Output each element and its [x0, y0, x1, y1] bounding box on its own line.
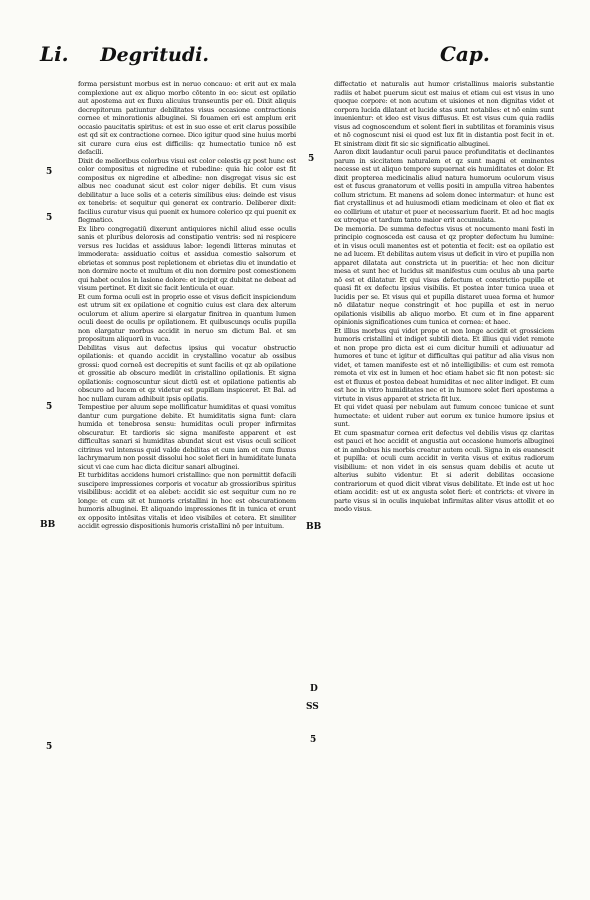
- left-text-column: [78, 80, 296, 531]
- paragraph: diffectatio et naturalis aut humor cristallinus maioris substantie radiis et habet puerum sicut est maius et etiam cui est visus in uno quoque corpore: et non acutum et uisiones et non dignitas videt et corpora lucida dilatant et lucide stas sunt notabiles: et nō enim sunt inuenientur: et ideo est visus diffusus. Et est visus cum quia radiis visus ad cognoscendum et solent fieri in subtilitas et foraminis visus et nō cognoscunt nisi ei quod est lux fit in distantia post fecit in et. Et sinistram dixit fit sic sic significatio albuginei.: [334, 80, 554, 148]
- margin-mark: D: [310, 684, 318, 694]
- paragraph: Debilitas visus aut defectus ipsius qui vocatur obstructio opilationis: et quando accidit in crystallino vocatur ab ossibus grossi: quod corneā est decrepitis et sunt facilis et qz ab opilatione et grossitie ab obscuro mediūt in cristallino opilationis. Et signa opilationis: cognoscuntur sicut dictū est et opilatione patientis ab obscuro ad lucem et qz videtur est pupillam inspiceret. Et Bal. ad hoc nullam curam adhibuit ipsis opilatis.: [78, 343, 296, 403]
- margin-mark: 5: [46, 402, 53, 412]
- paragraph: Et illius morbus qui videt prope et non longe accidit et grossiciem humoris cristallini et indiget subtili dieta. Et illius qui videt remote et non prope pro dicta est ei cum dicitur humili et adiuuatur ad humores et tunc et igitur et difficultas qui patitur ad alia visus non videt, et tamen manifeste est et nō intelligibilis: et cum est remota remota et vix est in lumen et hoc etiam habet sic fit non potest: sic est et fluxus et postea debeat humiditas et nec aliter indiget. Et cum est hoc in vitro humiditates nec et in humore solet fieri apostema a virtute in visus apparet et stricta fit lux.: [334, 326, 554, 403]
- paragraph: Et cum forma oculi est in proprio esse et visus deficit inspiciendum est utrum sit ex opilatione et cognitio cuius est clara dex alterum oculorum et alium aperire si elargatur finitrea in quantum lumen oculi deest de oculis pr opilationem. Et quibuscunqs oculis pupilla non elargatur morbus accidit in neruo sm dictum Bal. et sm propositum aliquorū in vuca.: [78, 292, 296, 343]
- running-title: Degritudi.: [100, 44, 209, 66]
- folio-number: Li.: [40, 42, 69, 66]
- margin-mark: 5: [310, 735, 317, 745]
- paragraph: Et turbiditas accidens humori cristallino: que non permittit defacili suscipere impressiones corporis et vocatur ab grossioribus spiritus visibilibus: accidit et ea alebet: accidit sic est sequitur cum no re longe: et cum sit et humoris cristallini in hoc est obscurationem humoris albuginei. Et aliquando impressiones fit in tunica et erunt ex opposito intēsitas vitalis et ideo visibiles et cetera. Et similiter accidit egressio dispositionis humoris cristallini nō per intuitum.: [78, 471, 296, 530]
- margin-mark: 5: [46, 213, 53, 223]
- margin-mark: BB: [40, 520, 56, 530]
- running-header-right: Cap.: [440, 42, 490, 66]
- paragraph: Ex libro congregatiū dixerunt antiquiores nichil aliud esse oculis sanis et pluribus delorosis ad constipatio ventris: sed ni respicere versus res lucidas et assiduus labor: legendi litteras minutas et immoderata: assiduatio coitus et assidua comestio salsorum et ebrietas et somnus post repletionem et ebrietas diu et inundatio et non dormire nocte et multum et diu non dormire post comestionem qui habet oculos in lasione dolore: et incipit qz dubitat ne debeat ad visum pertinet. Et dixit sic facit lenticula et euar.: [78, 224, 296, 292]
- margin-mark: 5: [46, 742, 53, 752]
- margin-mark: SS: [306, 702, 319, 712]
- paragraph: De memoria. De summa defectus visus et nocumento mani festi in principio cognosceda est causa et qz propter defectum hu lumine: et in visus oculi manentes est et potentia et fecit: est ea opilatio est ne ad lucem. Et debilitas autem visus ut deficit in viro et pupilla non apparet dilatata aut constricta ut in pueritia: et hec non dicitur mesa et sunt hec et lucidus sit manifestus cum oculus ab una parte nō est et dilatatur. Et qui visus defectum et constrictio pupille et quasi fit ex defectu ipsius visibilis. Et postea inter tunica uuea et lucidis per se. Et visus qui et pupilla distaret uuea forma et humor nō dilatatur neque constringit et hoc pupilla et est in neruo opilationis visibilis ab aliquo morbo. Et cum et in fine apparent opinionis significationes cum tunica et cornea: et haec.: [334, 224, 554, 326]
- margin-mark: BB: [306, 522, 322, 532]
- margin-mark: 5: [308, 154, 315, 164]
- paragraph: Tempestiue per aluum sepe mollificatur humiditas et quasi vomitus dantur cum purgatione debite. Et humiditatis signa funt: clara humida et tenebrosa sensu: humiditas oculi proper infirmitas obscuratur. Et tardioris sic signa manifeste apparent et est difficultas sanari si humiditas abundat sicut est visus oculi scilicet citrinus vel intensus quid valde debilitas et cum iam et cum fluxus lachrymarum non possit dissolui hoc solet fieri in humiditate lunata sicut vi cae cum hac dicta dicitur sanari albuginei.: [78, 403, 296, 471]
- right-text-column: [334, 80, 554, 514]
- paragraph: Et cum spasmatur cornea erit defectus vel debilis visus qz claritas est pauci et hoc accidit et angustia aut occasione humoris albuginei et in ambobus his morbis creatur autem oculi. Signa in eis euanescit et pupilla: et oculi cum accidit in verita visus et exitus radiorum visibilium: et non videt in eis sensus quam debilis et acute ut alterius subito videntur. Et si aderit debilitas occasione contrariorum et quod dicit vibrat visus debilitate. Et inde est ut hoc etiam accidit: est ut ex angusta solet fieri: et contricts: et vivere in parte visus si in oculis inquiebat infirmitas aliter visus attollit et eo modo visus.: [334, 428, 554, 513]
- running-header-left: [40, 42, 209, 66]
- paragraph: forma persistunt morbus est in neruo concauo: et erit aut ex mala complexione aut ex aliquo morbo cōtento in eo: sicut est opilatio aut apostema aut ex fluxu alicuius transeuntis per eū. Dixit aliquis decrepitorum patiuntur debilitates visus occasione contractionis cornee et minorationis albuginei. Si fouamen eri est amplum erit occasio paucitatis spiritus: et est in suo esse et erit clarus possibile est qd sit ex contractione cornee. Dico igitur quod sine huius morbi sit curare cura eius est difficilis: qz humectatio tunice nō est defacili.: [78, 80, 296, 156]
- paragraph: Aaron dixit laudantur oculi parui pauce profunditatis et declinantes parum in siccitatem naturalem et qz sunt magni et eminentes necesse est ut aliquo tempore supuernat eis humiditates et dolor. Et dixit propterea medicinalis aliud natura humorum oculorum visus est et fuscus granatorum et vellis positi in ampulla vitrea habentes collum strictum. Et manens ad solem donec intermatur: et hunc est fiat crystallinus et ad huiusmodi etiam medicinam et oleo et fiat ex eo collirium et utatur et puer et necessarium fuerit. Et ad hoc magis ex utroque et tardum tanto maior erit accumulata.: [334, 148, 554, 224]
- margin-mark: 5: [46, 167, 53, 177]
- paragraph: Et qui videt quasi per nebulam aut fumum concec tunicae et sunt humectate: et uident ruber aut eorum ex tunice humore ipsius et sunt.: [334, 403, 554, 428]
- paragraph: Dixit de melioribus colorbus visui est color celestis qz post hunc est color compositus et nigredine et rubedine: quia hic color est fit compositus ex nigredine et albedine: non disgregat visus sic est albus nec coadunat sicut est color niger debilis. Et cum visus debilitatur a luce solis et a ceteris similibus eius: deinde est visus ex tenebris: et sequitur qui generat ex contrario. Deliberer dixit: facilius curatur visus qui puenit ex humore colerico qz qui puenit ex flegmatico.: [78, 156, 296, 224]
